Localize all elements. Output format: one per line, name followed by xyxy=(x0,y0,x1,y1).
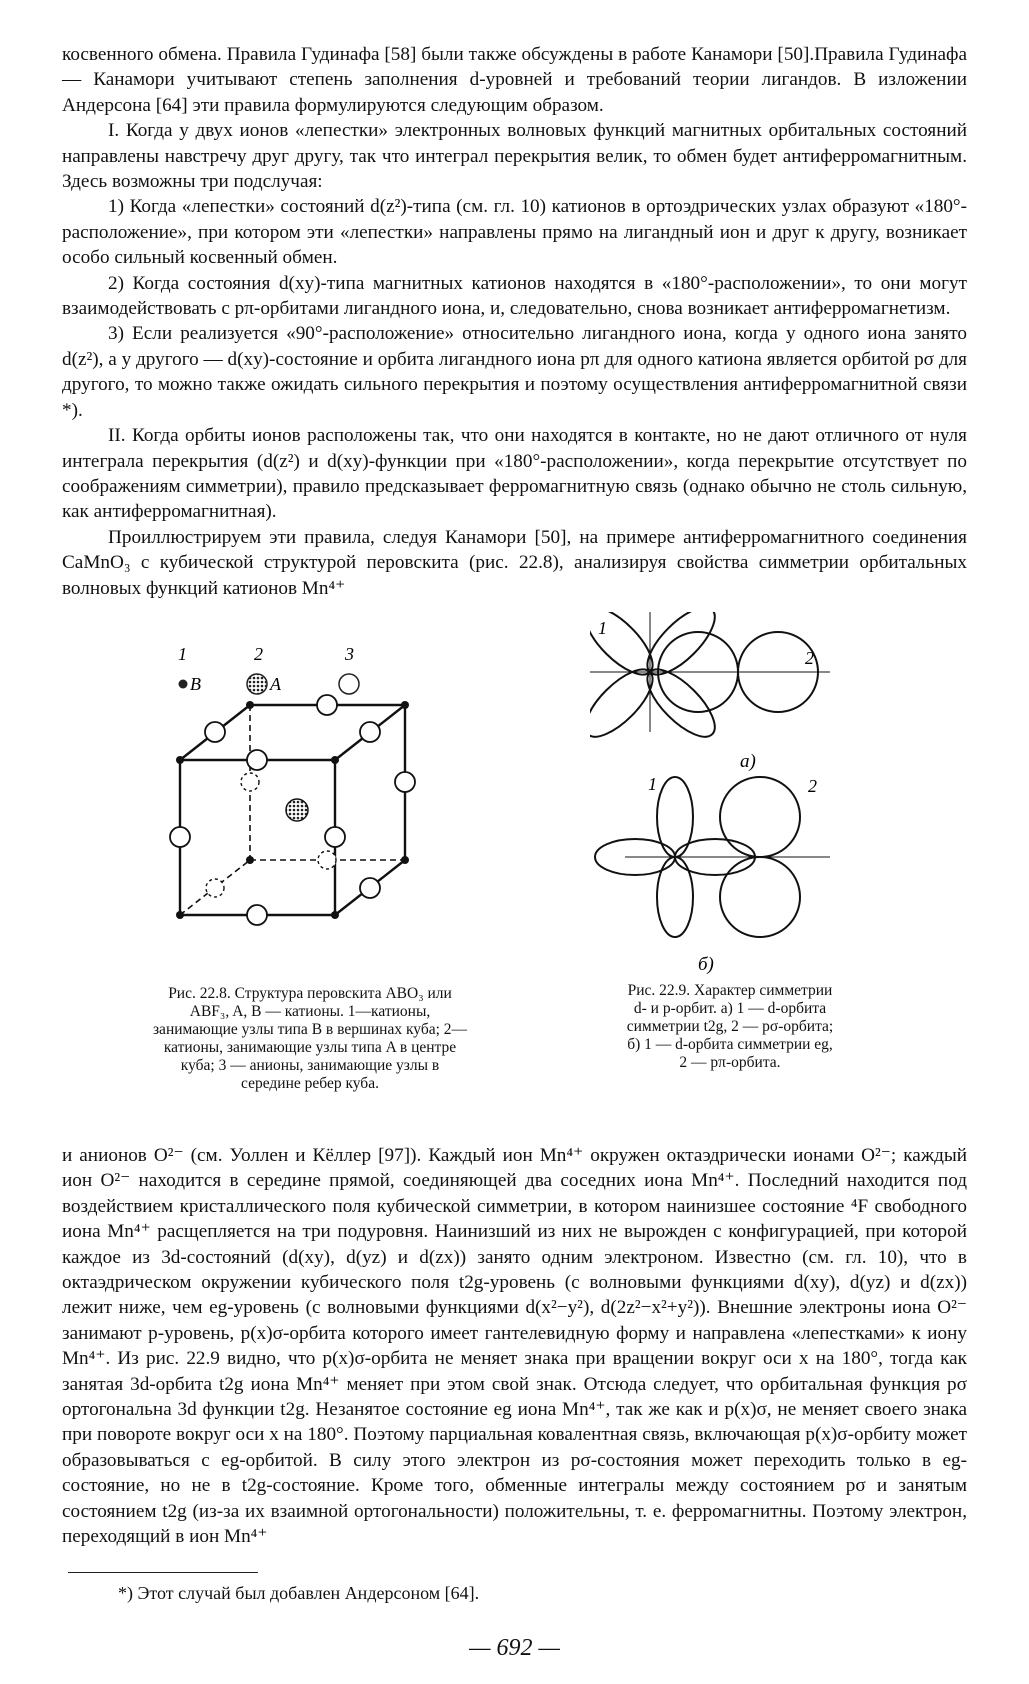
footnote: *) Этот случай был добавлен Андерсоном [64]. xyxy=(118,1583,480,1603)
caption-line: б) 1 — d-орбита симметрии eg, xyxy=(627,1036,833,1053)
paragraph: 1) Когда «лепестки» состояний d(z²)-типа (см. гл. 10) катионов в ортоэдрических узлах образуют «180°-расположение», при котором эти «лепестки» направлены прямо на лигандный ион и друг к другу, возникает особо сильный косвенный обмен. xyxy=(62,196,967,269)
legend-number-3: 3 xyxy=(345,644,354,664)
b-cation xyxy=(176,911,184,919)
caption-line: 2 — pπ-орбита. xyxy=(679,1054,781,1071)
anion xyxy=(206,879,224,897)
paragraph: Проиллюстрируем эти правила, следуя Канамори [50], на примере антиферромагнитного соединения CaMnO₃ с кубической структурой перовскита (рис. 22.8), анализируя свойства симметрии орбитальных волновых функций катионов Mn⁴⁺ xyxy=(62,526,967,599)
sub-b-label: б) xyxy=(698,954,714,975)
paragraph: II. Когда орбиты ионов расположены так, что они находятся в контакте, но не дают отличного от нуля интеграла перекрытия (d(z²) и d(xy)-функции при «180°-расположении», когда перекрытие отсутствует по соображениям симметрии), правило предсказывает ферромагнитную связь (однако обычно не столь сильную, как антиферромагнитная). xyxy=(62,425,967,523)
b-cation xyxy=(176,756,184,764)
b-cation xyxy=(401,856,409,864)
fig-a-label-2: 2 xyxy=(805,648,814,668)
fig-b-label-1: 1 xyxy=(648,774,657,794)
hidden-anions xyxy=(206,773,336,897)
paragraph: I. Когда у двух ионов «лепестки» электронных волновых функций магнитных орбитальных состояний направлены навстречу друг другу, так что интеграл перекрытия велик, то обмен будет антиферромагнитным. Здесь возможны три подслучая: xyxy=(62,120,967,193)
caption-line: симметрии t2g, 2 — pσ-орбита; xyxy=(626,1018,834,1035)
paragraph: и анионов O²⁻ (см. Уоллен и Кёллер [97]). Каждый ион Mn⁴⁺ окружен октаэдрически ионами O²⁻; каждый ион O²⁻ находится в середине прямой, соединяющей два соседних иона Mn⁴⁺. Последний находится под воздействием кристаллического поля кубической симметрии, в котором наинизшее состояние ⁴F свободного иона Mn⁴⁺ расщепляется на три подуровня. Наинизший из них не вырожден с конфигурацией, при которой каждое из 3d-состояний (d(xy), d(yz) и d(zx)) занято одним электроном. Известно (см. гл. 10), что в октаэдрическом окружении кубического поля t2g-уровень (с волновыми функциями d(xy), d(yz) и d(zx)) лежит ниже, чем eg-уровень (с волновыми функциями d(x²−y²), d(2z²−x²+y²)). Внешние электроны иона O²⁻ занимают p-уровень, p(x)σ-орбита которого имеет гантелевидную форму и направлена «лепестками» к иону Mn⁴⁺. Из рис. 22.9 видно, что p(x)σ-орбита не меняет знака при вращении вокруг оси x на 180°, тогда как занятая 3d-орбита t2g иона Mn⁴⁺ меняет при этом свой знак. Отсюда следует, что орбитальная функция pσ ортогональна 3d функции t2g. Незанятое состояние eg иона Mn⁴⁺, так же как и p(x)σ, не меняет своего знака при повороте вокруг оси x на 180°. Поэтому парциальная ковалентная связь, включающая p(x)σ-орбиту может образовываться с eg-орбитой. В силу этого электрон из pσ-состояния может переходить только в eg-состояние, но не в t2g-состояние. Кроме того, обменные интегралы между состоянием pσ и занятым состоянием t2g (из-за их взаимной ортогональности) положительны, т. е. ферромагнитны. Поэтому электрон, переходящий в ион Mn⁴⁺ xyxy=(62,1145,967,1548)
anion xyxy=(241,773,259,791)
legend-b-cation-icon xyxy=(179,680,188,689)
caption-line: Рис. 22.9. Характер симметрии xyxy=(627,982,833,999)
caption-line: d- и p-орбит. а) 1 — d-орбита xyxy=(633,1000,827,1017)
anion xyxy=(247,750,267,770)
anion xyxy=(205,722,225,742)
page-number: — 692 — xyxy=(469,1635,560,1661)
anion xyxy=(318,851,336,869)
b-cation xyxy=(331,756,339,764)
anion xyxy=(247,905,267,925)
figure-22-8-caption: Рис. 22.8. Структура перовскита ABO₃ или ABF₃, A, B — катионы. 1—катионы, занимающие узлы типа B в вершинах куба; 2—катионы, занимающие узлы типа A в центре куба; 3 — анионы, занимающие узлы в середине ребер куба. xyxy=(152,985,468,1092)
orbital-symmetry-figure xyxy=(590,612,930,982)
footnote-divider xyxy=(68,1572,258,1573)
anion xyxy=(325,827,345,847)
bottom-text-block xyxy=(62,1143,967,1550)
top-text-block xyxy=(62,42,967,601)
legend-number-2: 2 xyxy=(254,644,263,664)
anion xyxy=(170,827,190,847)
figure-22-9-caption xyxy=(565,982,895,1072)
anion xyxy=(360,878,380,898)
b-cation xyxy=(331,911,339,919)
b-cation xyxy=(246,701,254,709)
sub-a-label: а) xyxy=(740,751,756,772)
anion xyxy=(395,772,415,792)
paragraph: 2) Когда состояния d(xy)-типа магнитных катионов находятся в «180°-расположении», то они могут взаимодействовать с pπ-орбитами лигандного иона, и, следовательно, снова возникает антиферромагнетизм. xyxy=(62,272,967,320)
fig-a-label-1: 1 xyxy=(598,618,607,638)
b-cation xyxy=(246,856,254,864)
legend-letter-a: A xyxy=(270,674,281,694)
anion xyxy=(360,722,380,742)
a-cation xyxy=(286,799,308,821)
fig-b-label-2: 2 xyxy=(808,776,817,796)
legend-number-1: 1 xyxy=(178,644,187,664)
legend-letter-b: B xyxy=(190,674,201,694)
perovskite-structure-figure xyxy=(160,640,490,970)
paragraph: косвенного обмена. Правила Гудинафа [58] были также обсуждены в работе Канамори [50].Правила Гудинафа — Канамори учитывают степень заполнения d-уровней и требований теории лигандов. В изложении Андерсона [64] эти правила формулируются следующим образом. xyxy=(62,44,967,116)
b-cation xyxy=(401,701,409,709)
paragraph: 3) Если реализуется «90°-расположение» относительно лигандного иона, когда у одного иона занято d(z²), а у другого — d(xy)-состояние и орбита лигандного иона pπ для одного катиона является орбитой pσ для другого, то можно также ожидать сильного перекрытия и поэтому осуществления антиферромагнитной связи *). xyxy=(62,323,967,421)
legend-anion-icon xyxy=(339,674,359,694)
legend-a-cation-icon xyxy=(247,674,267,694)
anion xyxy=(317,695,337,715)
